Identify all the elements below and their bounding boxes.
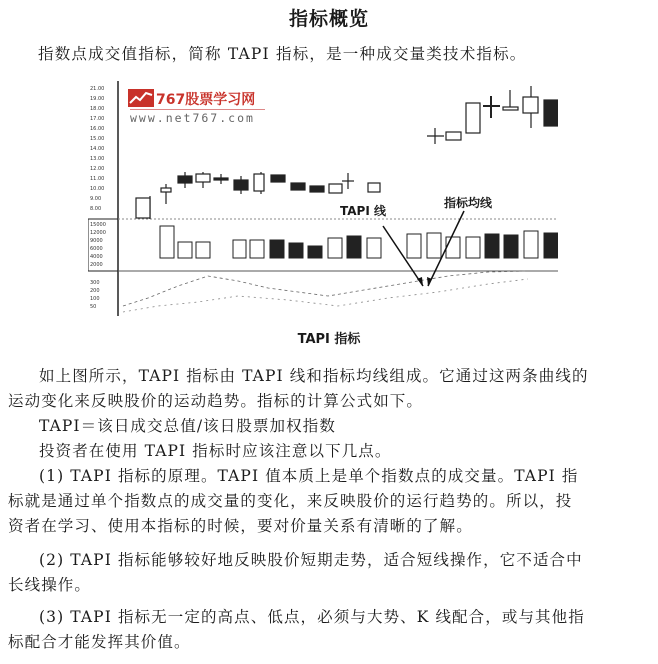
svg-text:200: 200	[90, 288, 100, 294]
svg-text:15.00: 15.00	[90, 136, 105, 142]
formula	[8, 414, 653, 439]
svg-text:16.00: 16.00	[90, 126, 105, 132]
paragraph-1	[8, 364, 653, 414]
logo-text: 767股票学习网	[156, 92, 256, 108]
svg-text:14.00: 14.00	[90, 146, 105, 152]
text-line: (1) TAPI 指标的原理。TAPI 值本质上是单个指数点的成交量。TAPI 指	[39, 467, 579, 485]
logo-url: www.net767.com	[130, 111, 255, 125]
figure-caption: TAPI 指标	[297, 332, 361, 347]
svg-text:11.00: 11.00	[90, 176, 105, 182]
svg-text:300: 300	[90, 280, 100, 286]
svg-text:4000: 4000	[90, 254, 103, 260]
svg-text:8.00: 8.00	[90, 206, 102, 212]
svg-text:19.00: 19.00	[90, 96, 105, 102]
text-line: TAPI＝该日成交总值/该日股票加权指数	[39, 417, 336, 435]
point-2	[8, 548, 653, 598]
svg-text:18.00: 18.00	[90, 106, 105, 112]
text-line: 长线操作。	[8, 576, 92, 594]
svg-text:9000: 9000	[90, 238, 103, 244]
svg-text:2000: 2000	[90, 262, 103, 268]
site-logo	[128, 89, 268, 133]
svg-text:12.00: 12.00	[90, 166, 105, 172]
annotation-tapi-line: TAPI 线	[340, 204, 386, 218]
logo-divider	[130, 109, 265, 110]
svg-text:50: 50	[90, 304, 97, 310]
section-title: 指标概览	[288, 8, 369, 30]
text-line: 运动变化来反映股价的运动趋势。指标的计算公式如下。	[8, 392, 424, 410]
tapi-chart-figure	[88, 76, 558, 321]
text-line: 标配合才能发挥其价值。	[8, 633, 191, 651]
svg-text:12000: 12000	[90, 230, 106, 236]
paragraph-2	[8, 439, 653, 464]
text-line: 资者在学习、使用本指标的时候，要对价量关系有清晰的了解。	[8, 517, 473, 535]
annotation-ma-line: 指标均线	[444, 196, 493, 210]
point-1	[8, 464, 653, 539]
text-line: (3) TAPI 指标无一定的高点、低点，必须与大势、K 线配合，或与其他指	[39, 608, 585, 626]
text-line: 标就是通过单个指数点的成交量的变化，来反映股价的运行趋势的。所以，投	[8, 492, 573, 510]
text-line: 投资者在使用 TAPI 指标时应该注意以下几点。	[39, 442, 392, 460]
svg-text:100: 100	[90, 296, 100, 302]
svg-text:21.00: 21.00	[90, 86, 105, 92]
svg-text:13.00: 13.00	[90, 156, 105, 162]
intro-text: 指数点成交值指标，简称 TAPI 指标，是一种成交量类技术指标。	[38, 45, 527, 63]
text-line: 如上图所示，TAPI 指标由 TAPI 线和指标均线组成。它通过这两条曲线的	[39, 367, 589, 385]
point-3	[8, 605, 653, 655]
svg-text:17.00: 17.00	[90, 116, 105, 122]
text-line: (2) TAPI 指标能够较好地反映股价短期走势，适合短线操作，它不适合中	[39, 551, 583, 569]
chart-trend-icon	[128, 89, 154, 107]
svg-text:15000: 15000	[90, 222, 106, 228]
svg-text:10.00: 10.00	[90, 186, 105, 192]
svg-text:9.00: 9.00	[90, 196, 102, 202]
svg-text:6000: 6000	[90, 246, 103, 252]
